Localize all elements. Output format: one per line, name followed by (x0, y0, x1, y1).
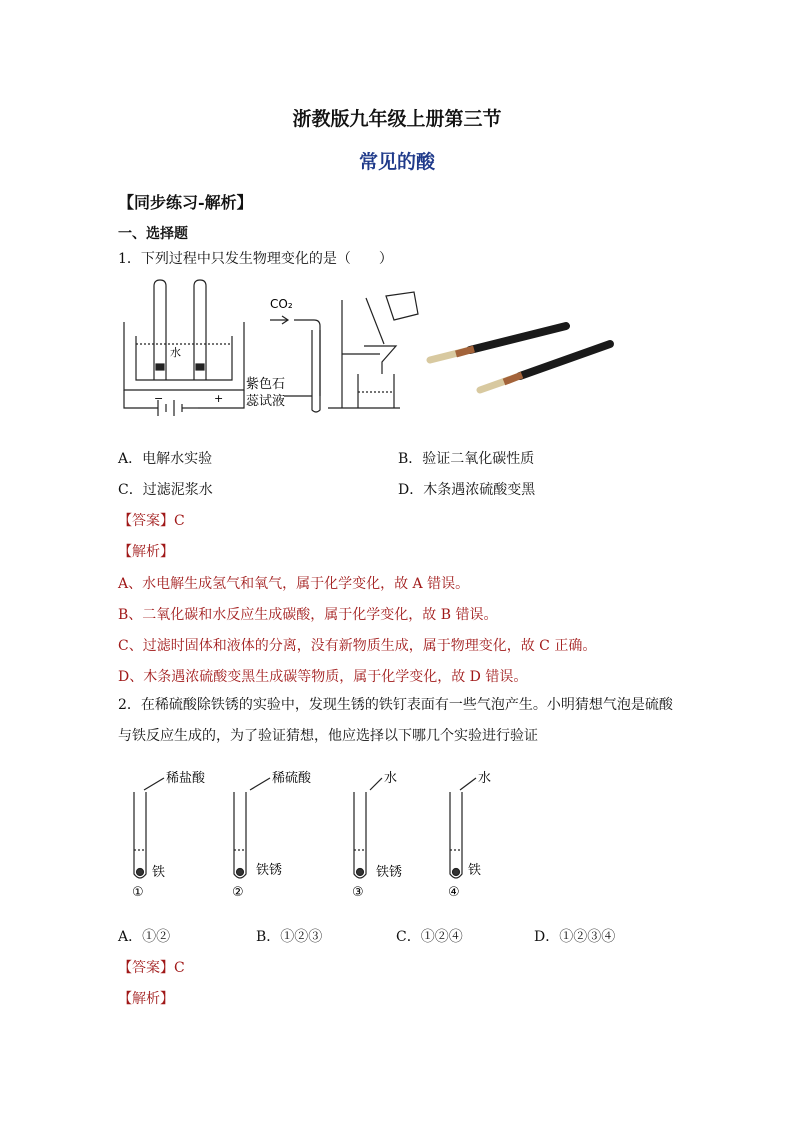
litmus-label-line2: 蕊试液 (246, 394, 286, 409)
minus-label: − (154, 392, 164, 405)
electrolysis-apparatus (124, 280, 244, 416)
tube-4-number: ④ (448, 885, 460, 900)
test-tube-1 (134, 778, 164, 878)
section-heading: 【同步练习-解析】 (118, 193, 253, 212)
question-2-figure (118, 762, 518, 902)
test-tube-3 (354, 778, 382, 878)
q1-option-c: C．过滤泥浆水 (118, 482, 213, 498)
question-1-figure (118, 278, 618, 428)
q1-analysis-d: D、木条遇浓硫酸变黑生成碳等物质，属于化学变化，故 D 错误。 (118, 669, 528, 685)
q2-analysis-label: 【解析】 (118, 991, 174, 1007)
tube-1-side-label: 铁 (152, 865, 166, 880)
tube-2-side-label: 铁锈 (256, 863, 283, 878)
tube-2-top-label: 稀硫酸 (272, 771, 312, 786)
plus-label: + (214, 392, 224, 405)
q1-analysis-b: B、二氧化碳和水反应生成碳酸，属于化学变化，故 B 错误。 (118, 607, 498, 623)
tube-1-number: ① (132, 885, 144, 900)
filtration-apparatus (328, 292, 418, 408)
tube-3-side-label: 铁锈 (376, 865, 403, 880)
part-heading: 一、选择题 (118, 226, 188, 242)
q1-answer: 【答案】C (118, 513, 185, 529)
tube-4-side-label: 铁 (468, 863, 482, 878)
tube-2-number: ② (232, 885, 244, 900)
q1-option-d: D．木条遇浓硫酸变黑 (398, 482, 536, 498)
q1-analysis-a: A、水电解生成氢气和氧气，属于化学变化，故 A 错误。 (118, 576, 470, 592)
tube-4-top-label: 水 (478, 771, 492, 786)
q2-answer: 【答案】C (118, 960, 185, 976)
charred-stick-1 (430, 326, 566, 360)
q2-option-b: B．①②③ (256, 929, 323, 945)
q2-option-d: D．①②③④ (534, 929, 616, 945)
document-subtitle: 常见的酸 (358, 151, 435, 173)
q1-option-a: A．电解水实验 (118, 451, 213, 467)
q2-option-c: C．①②④ (396, 929, 463, 945)
q2-option-a: A．①② (118, 929, 171, 945)
document-title: 浙教版九年级上册第三节 (292, 108, 502, 130)
question-1-stem: 1．下列过程中只发生物理变化的是（ ） (118, 251, 393, 267)
charred-stick-2 (480, 344, 610, 390)
q1-option-b: B．验证二氧化碳性质 (398, 451, 535, 467)
tube-3-top-label: 水 (384, 771, 398, 786)
litmus-label-line1: 紫色石 (246, 377, 286, 392)
tube-1-top-label: 稀盐酸 (166, 771, 206, 786)
tube-3-number: ③ (352, 885, 364, 900)
question-2-stem: 2．在稀硫酸除铁锈的实验中，发现生锈的铁钉表面有一些气泡产生。小明猜想气泡是硫酸与铁反应生成的，为了验证猜想，他应选择以下哪几个实验进行验证 (118, 697, 673, 744)
q1-analysis-label: 【解析】 (118, 544, 174, 560)
co2-label: CO₂ (270, 297, 293, 311)
q1-analysis-c: C、过滤时固体和液体的分离，没有新物质生成，属于物理变化，故 C 正确。 (118, 638, 597, 654)
water-label: 水 (170, 346, 181, 359)
